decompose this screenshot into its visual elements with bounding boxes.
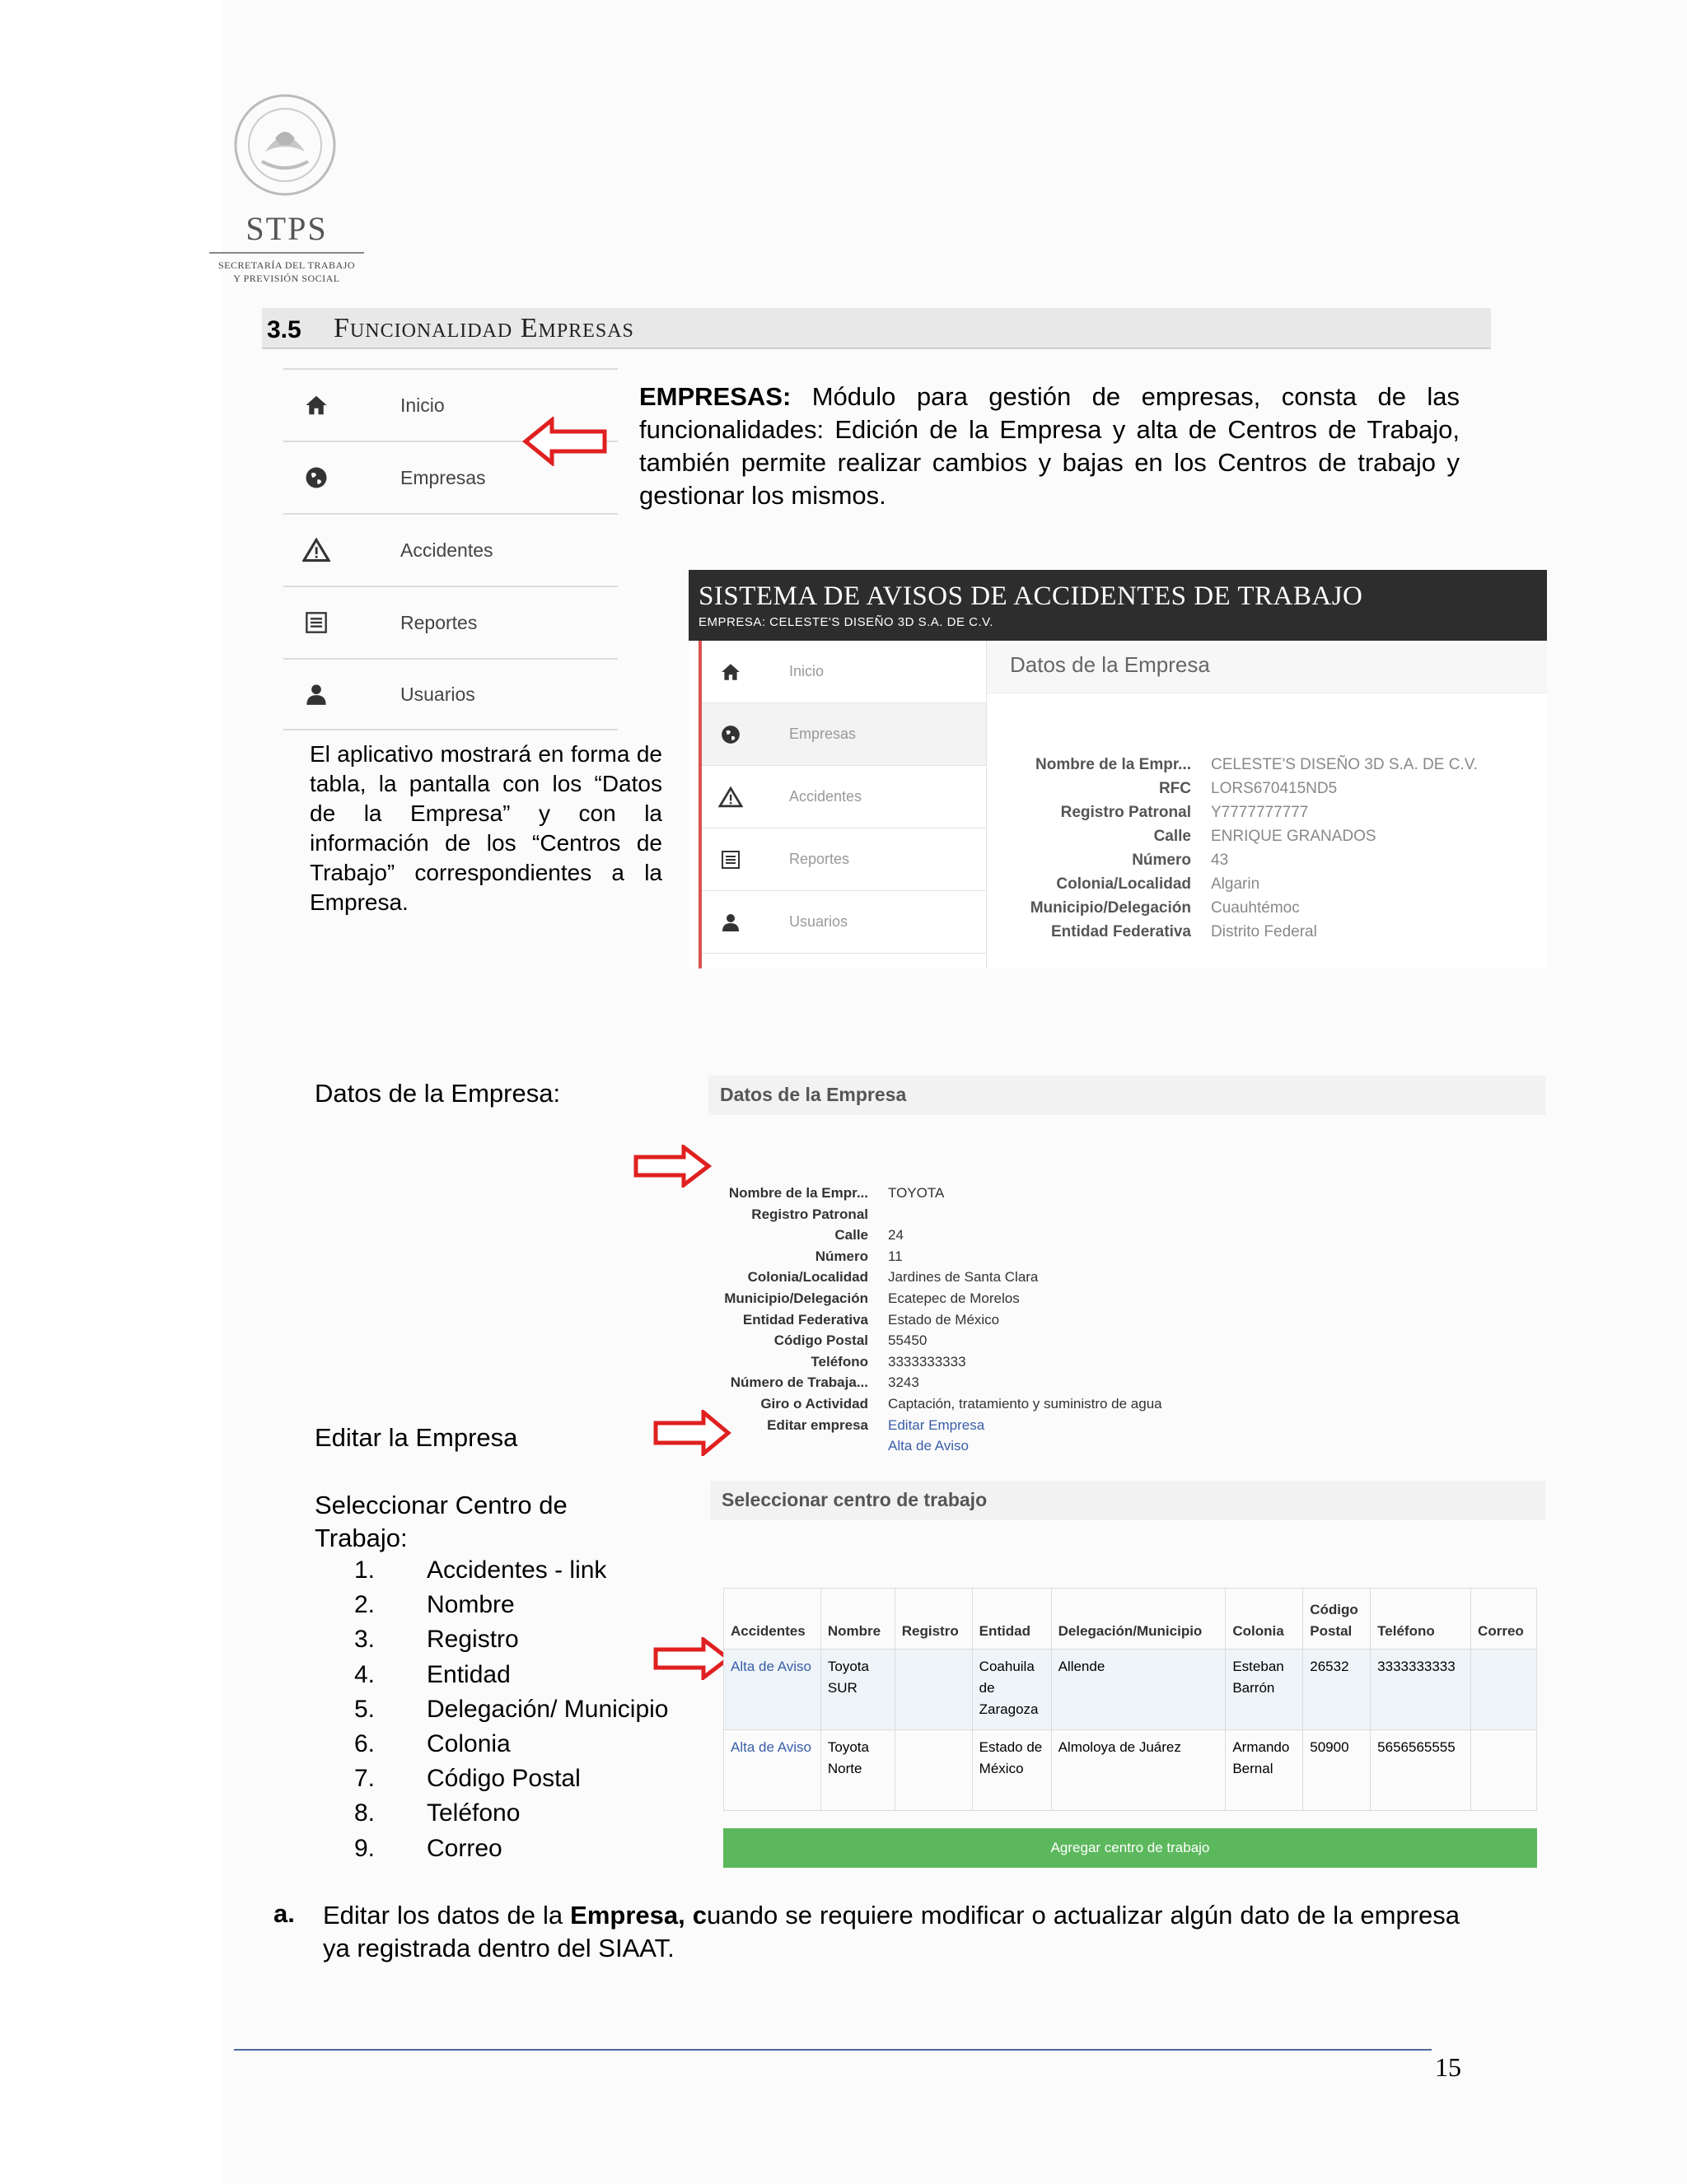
field-value: Captación, tratamiento y suministro de agua	[888, 1395, 1162, 1412]
list-text: Correo	[427, 1834, 502, 1862]
field-value: Y7777777777	[1211, 804, 1309, 821]
field-key: Registro Patronal	[751, 1206, 868, 1222]
table-cell	[1471, 1650, 1537, 1730]
system-menu-item-accidentes[interactable]	[702, 766, 986, 828]
field-row	[718, 1351, 1162, 1373]
centro-panel-title: Seleccionar centro de trabajo	[710, 1481, 1545, 1520]
table-cell: Toyota SUR	[820, 1650, 895, 1730]
editar-empresa-link[interactable]: Editar Empresa	[888, 1416, 985, 1433]
datos-panel	[708, 1076, 1545, 1115]
coat-of-arms-seal	[232, 92, 338, 198]
table-cell: Allende	[1051, 1650, 1226, 1730]
list-item	[354, 1730, 669, 1765]
centro-panel	[710, 1481, 1545, 1520]
field-value: TOYOTA	[888, 1185, 945, 1201]
col-header: Registro	[895, 1589, 972, 1650]
menu-label: Usuarios	[400, 683, 475, 705]
field-row	[718, 1225, 1162, 1246]
system-subtitle: EMPRESA: CELESTE'S DISEÑO 3D S.A. DE C.V.	[699, 615, 993, 629]
right-arrow-icon	[652, 1410, 731, 1456]
field-key: Municipio/Delegación	[1030, 899, 1191, 917]
home-icon	[304, 393, 329, 418]
user-icon	[305, 683, 328, 706]
table-row[interactable]	[724, 1650, 1537, 1730]
menu-item-usuarios[interactable]	[283, 658, 618, 730]
table-cell: 50900	[1303, 1730, 1371, 1811]
aplicativo-paragraph: El aplicativo mostrará en forma de tabla, la pantalla con los “Datos de la Empresa” y con la información de los “Centros de Trabajo” correspondientes a la Empresa.	[310, 741, 662, 915]
field-row	[718, 1393, 1162, 1415]
list-number: 5.	[354, 1695, 376, 1723]
list-icon	[721, 850, 741, 870]
col-header: Entidad	[972, 1589, 1051, 1650]
system-header	[689, 570, 1547, 641]
field-row	[987, 828, 1547, 852]
field-key: Número	[1132, 852, 1191, 869]
table-cell	[895, 1650, 972, 1730]
field-value: 11	[888, 1248, 903, 1264]
field-row	[987, 875, 1547, 899]
field-value: Cuauhtémoc	[1211, 899, 1300, 917]
globe-icon	[720, 724, 741, 745]
field-row	[987, 923, 1547, 947]
table-cell: 5656565555	[1371, 1730, 1471, 1811]
col-header: Accidentes	[724, 1589, 821, 1650]
field-value: 43	[1211, 852, 1229, 869]
warning-icon	[302, 538, 330, 562]
field-value: LORS670415ND5	[1211, 780, 1338, 797]
field-key: Nombre de la Empr...	[728, 1185, 868, 1201]
system-menu	[699, 641, 987, 968]
centros-table	[723, 1588, 1537, 1811]
list-number: 3.	[354, 1626, 376, 1654]
field-row	[987, 804, 1547, 828]
table-cell: 26532	[1303, 1650, 1371, 1730]
field-row	[718, 1372, 1162, 1393]
field-value: 3243	[888, 1374, 919, 1391]
list-item	[354, 1661, 669, 1696]
field-row	[718, 1309, 1162, 1331]
list-item	[354, 1591, 669, 1626]
table-cell	[895, 1730, 972, 1811]
page-number: 15	[1435, 2052, 1461, 2082]
alta-de-aviso-link[interactable]: Alta de Aviso	[724, 1730, 821, 1811]
field-key: Colonia/Localidad	[747, 1269, 868, 1286]
alta-de-aviso-link[interactable]: Alta de Aviso	[724, 1650, 821, 1730]
home-icon	[720, 661, 741, 683]
agregar-centro-button[interactable]: Agregar centro de trabajo	[723, 1828, 1537, 1868]
system-menu-item-inicio[interactable]	[702, 641, 986, 703]
list-text: Registro	[427, 1626, 519, 1654]
item-a-text1: Editar los datos de la	[323, 1901, 571, 1930]
field-value: 24	[888, 1227, 904, 1244]
intro-text: Módulo para gestión de empresas, consta de las funcionalidades: Edición de la Empresa y alta de Centros de Trabajo, también permite realizar cambios y bajas en los Centros de trabajo y gestionar los mismos.	[639, 382, 1460, 510]
logo-divider	[209, 252, 364, 254]
intro-paragraph	[639, 380, 1460, 512]
list-text: Delegación/ Municipio	[427, 1695, 669, 1723]
footer-rule	[234, 2049, 1432, 2051]
system-title: SISTEMA DE AVISOS DE ACCIDENTES DE TRABAJO	[699, 581, 1363, 611]
field-value: Jardines de Santa Clara	[888, 1269, 1039, 1286]
system-menu-label: Reportes	[789, 851, 850, 867]
col-header: Nombre	[820, 1589, 895, 1650]
intro-lead: EMPRESAS:	[639, 382, 792, 411]
list-number: 2.	[354, 1591, 376, 1619]
logo-line2: Y PREVISIÓN SOCIAL	[233, 273, 340, 284]
field-row	[718, 1204, 1162, 1225]
table-cell: Armando Bernal	[1226, 1730, 1303, 1811]
field-key: Código Postal	[773, 1332, 868, 1349]
logo-acronym: STPS	[245, 210, 328, 247]
system-panel-title: Datos de la Empresa	[987, 641, 1547, 693]
table-cell: Esteban Barrón	[1226, 1650, 1303, 1730]
col-header: Colonia	[1226, 1589, 1303, 1650]
field-row	[718, 1288, 1162, 1309]
field-value: CELESTE'S DISEÑO 3D S.A. DE C.V.	[1211, 756, 1478, 773]
list-number: 8.	[354, 1799, 376, 1827]
list-number: 9.	[354, 1834, 376, 1862]
field-key: Municipio/Delegación	[724, 1290, 868, 1306]
section-title: Funcionalidad Empresas	[334, 313, 634, 343]
field-key: Calle	[834, 1227, 868, 1244]
logo-subtitle	[198, 259, 376, 285]
field-row	[718, 1267, 1162, 1288]
field-key: Número	[815, 1248, 868, 1264]
right-arrow-icon	[652, 1637, 731, 1680]
list-text: Teléfono	[427, 1799, 521, 1827]
field-row	[987, 780, 1547, 804]
list-item	[354, 1626, 669, 1660]
system-fields	[987, 756, 1547, 947]
table-row[interactable]	[724, 1730, 1537, 1811]
field-row	[987, 852, 1547, 875]
field-value: 3333333333	[888, 1353, 966, 1370]
table-cell: 3333333333	[1371, 1650, 1471, 1730]
field-key	[718, 1435, 888, 1457]
menu-item-reportes[interactable]	[283, 586, 618, 658]
section-number: 3.5	[267, 316, 301, 343]
field-value: Algarin	[1211, 875, 1260, 893]
col-header: Teléfono	[1371, 1589, 1471, 1650]
field-value: 55450	[888, 1332, 928, 1349]
field-row	[718, 1246, 1162, 1267]
system-menu-item-usuarios[interactable]	[702, 891, 986, 954]
field-row	[987, 756, 1547, 780]
system-menu-label: Accidentes	[789, 788, 862, 805]
field-key: Colonia/Localidad	[1056, 875, 1191, 893]
system-menu-label: Inicio	[789, 663, 825, 679]
list-text: Accidentes - link	[427, 1556, 607, 1584]
field-row	[718, 1183, 1162, 1204]
logo-line1: SECRETARÍA DEL TRABAJO	[217, 259, 356, 271]
seleccionar-label: Seleccionar Centro de Trabajo:	[315, 1491, 568, 1552]
field-key: Calle	[1153, 828, 1191, 845]
list-item	[354, 1835, 669, 1869]
system-screenshot	[689, 570, 1547, 968]
user-icon	[721, 912, 741, 932]
system-menu-item-reportes[interactable]	[702, 828, 986, 891]
table-header-row	[724, 1589, 1537, 1650]
list-number: 6.	[354, 1729, 376, 1757]
field-row	[718, 1435, 1162, 1457]
item-a-text2: uando se requiere modificar o actualizar algún dato de la empresa ya registrada dentro del SIAAT.	[323, 1901, 1460, 1962]
alta-de-aviso-link[interactable]: Alta de Aviso	[888, 1438, 969, 1454]
col-header: Delegación/Municipio	[1051, 1589, 1226, 1650]
table-cell: Coahuila de Zaragoza	[972, 1650, 1051, 1730]
list-item	[354, 1765, 669, 1799]
field-key: Nombre de la Empr...	[1035, 756, 1191, 773]
col-header: Código Postal	[1303, 1589, 1371, 1650]
list-item	[354, 1556, 669, 1591]
field-key: Entidad Federativa	[742, 1311, 868, 1328]
datos-fields	[718, 1183, 1162, 1457]
field-list	[354, 1556, 669, 1869]
list-text: Nombre	[427, 1591, 515, 1619]
warning-icon	[718, 786, 743, 808]
field-row	[718, 1415, 1162, 1436]
field-value: ENRIQUE GRANADOS	[1211, 828, 1376, 845]
field-key: Teléfono	[811, 1353, 868, 1370]
list-item	[354, 1799, 669, 1834]
field-value: Distrito Federal	[1211, 923, 1317, 940]
field-key: Entidad Federativa	[1051, 923, 1191, 940]
right-arrow-icon	[633, 1145, 712, 1188]
menu-item-accidentes[interactable]	[283, 513, 618, 586]
left-arrow-icon	[522, 417, 608, 466]
datos-label: Datos de la Empresa:	[315, 1079, 561, 1108]
menu-label: Inicio	[400, 394, 445, 416]
datos-panel-title: Datos de la Empresa	[708, 1076, 1545, 1115]
table-cell: Toyota Norte	[820, 1730, 895, 1811]
list-text: Entidad	[427, 1660, 511, 1688]
system-menu-label: Usuarios	[789, 913, 848, 930]
menu-label: Empresas	[400, 466, 486, 488]
menu-label: Accidentes	[400, 539, 493, 561]
field-key: Registro Patronal	[1060, 804, 1191, 821]
item-a-bold: Empresa, c	[570, 1901, 708, 1930]
field-row	[718, 1330, 1162, 1351]
col-header: Correo	[1471, 1589, 1537, 1650]
field-value: Estado de México	[888, 1311, 1000, 1328]
field-key: Editar empresa	[767, 1416, 868, 1433]
table-cell	[1471, 1730, 1537, 1811]
list-item	[354, 1696, 669, 1730]
item-a-marker: a.	[273, 1899, 295, 1928]
field-key: Número de Trabaja...	[730, 1374, 868, 1391]
editar-label: Editar la Empresa	[315, 1423, 518, 1452]
field-value: Ecatepec de Morelos	[888, 1290, 1020, 1306]
globe-icon	[304, 465, 329, 490]
list-number: 7.	[354, 1765, 376, 1793]
menu-label: Reportes	[400, 611, 478, 633]
system-panel	[987, 641, 1547, 968]
field-row	[987, 899, 1547, 923]
field-key: Giro o Actividad	[760, 1395, 868, 1412]
list-text: Colonia	[427, 1729, 511, 1757]
list-text: Código Postal	[427, 1765, 581, 1793]
table-cell: Almoloya de Juárez	[1051, 1730, 1226, 1811]
field-key: RFC	[1158, 780, 1191, 797]
system-menu-item-empresas[interactable]	[702, 703, 986, 766]
list-number: 1.	[354, 1556, 376, 1584]
table-cell: Estado de México	[972, 1730, 1051, 1811]
system-menu-label: Empresas	[789, 726, 857, 742]
list-icon	[305, 611, 328, 634]
list-number: 4.	[354, 1660, 376, 1688]
item-a-paragraph	[323, 1899, 1460, 1965]
